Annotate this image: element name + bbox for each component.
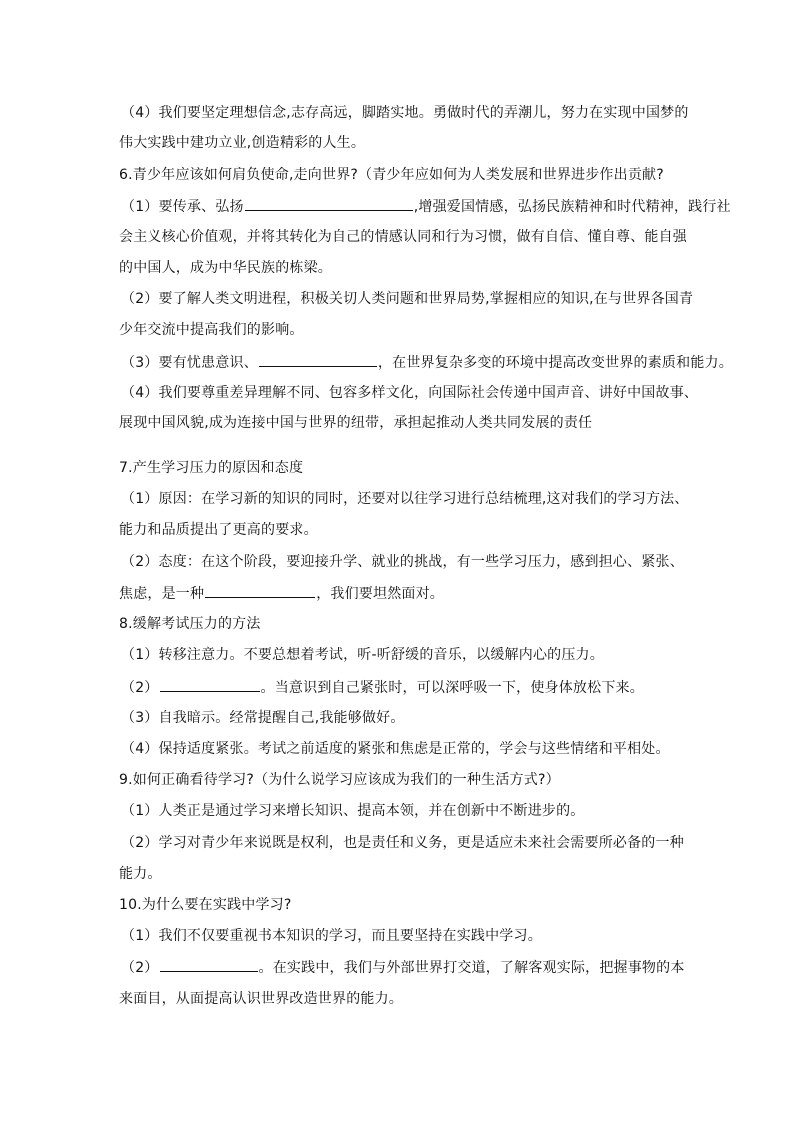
text-line	[119, 227, 689, 247]
line-text: （2）	[121, 680, 159, 696]
text-line	[119, 320, 689, 340]
line-text: 9.如何正确看待学习?（为什么说学习应该成为我们的一种生活方式?）	[119, 772, 560, 788]
line-text: （4）我们要尊重差异理解不同、包容多样文化，向国际社会传递中国声音、讲好中国故事、	[121, 385, 699, 401]
text-line	[121, 739, 691, 759]
line-text: （1）人类正是通过学习来增长知识、提高本领，并在创新中不断进步的。	[121, 803, 585, 819]
question-7-heading	[119, 458, 689, 478]
line-text: 伟大实践中建功立业,创造精彩的人生。	[119, 135, 366, 151]
text-line	[121, 196, 731, 217]
text-line	[121, 552, 691, 572]
line-text: ，我们要坦然面对。	[316, 586, 445, 602]
line-text: （2）态度：在这个阶段，要迎接升学、就业的挑战，有一些学习压力，感到担心、紧张、	[121, 554, 684, 570]
text-line	[119, 864, 689, 884]
line-text: 。在实践中，我们与外部世界打交道，了解客观实际，把握事物的本	[258, 960, 685, 976]
text-line	[121, 352, 733, 373]
text-line	[121, 801, 691, 821]
line-text: （1）要传承、弘扬	[121, 199, 244, 215]
fill-in-blank[interactable]	[160, 957, 258, 972]
line-text: （1）原因：在学习新的知识的同时，还要对以往学习进行总结梳理,这对我们的学习方法、	[121, 491, 689, 507]
question-6-heading	[119, 165, 689, 185]
line-text: ,增强爱国情感，弘扬民族精神和时代精神，践行社	[413, 199, 731, 215]
line-text: （4）我们要坚定理想信念,志存高远，脚踏实地。勇做时代的弄潮儿，努力在实现中国梦的	[121, 105, 689, 121]
line-text: （1）转移注意力。不要总想着考试，听-听舒缓的音乐，以缓解内心的压力。	[121, 647, 604, 663]
line-text: 会主义核心价值观，并将其转化为自己的情感认同和行为习惯，做有自信、懂自尊、能自强	[119, 229, 687, 245]
text-line	[119, 413, 689, 433]
fill-in-blank[interactable]	[205, 583, 315, 598]
line-text: 7.产生学习压力的原因和态度	[119, 460, 304, 476]
line-text: （3）要有忧患意识、	[121, 355, 258, 371]
text-line	[121, 957, 691, 978]
line-text: 10.为什么要在实践中学习?	[119, 897, 292, 913]
text-line	[119, 583, 689, 604]
line-text: （3）自我暗示。经常提醒自己,我能够做好。	[121, 710, 405, 726]
line-text: 6.青少年应该如何肩负使命,走向世界?（青少年应如何为人类发展和世界进步作出贡献?	[119, 167, 664, 183]
line-text: （2）	[121, 960, 159, 976]
text-line	[121, 926, 691, 946]
line-text: 少年交流中提高我们的影响。	[119, 322, 304, 338]
text-line	[119, 520, 689, 540]
line-text: 。当意识到自己紧张时，可以深呼吸一下，使身体放松下来。	[260, 680, 644, 696]
text-line	[121, 677, 691, 698]
text-line	[121, 708, 691, 728]
line-text: 8.缓解考试压力的方法	[119, 616, 261, 632]
question-10-heading	[119, 895, 689, 915]
text-line	[121, 289, 694, 309]
line-text: （1）我们不仅要重视书本知识的学习，而且要坚持在实践中学习。	[121, 928, 542, 944]
line-text: （2）学习对青少年来说既是权利，也是责任和义务，更是适应未来社会需要所必备的一种	[121, 835, 684, 851]
text-line	[119, 258, 689, 278]
fill-in-blank[interactable]	[245, 196, 413, 211]
fill-in-blank[interactable]	[259, 352, 377, 367]
fill-in-blank[interactable]	[160, 677, 260, 692]
text-line	[121, 103, 691, 123]
line-text: （2）要了解人类文明进程，积极关切人类问题和世界局势,掌握相应的知识,在与世界各国青	[121, 291, 694, 307]
text-line	[121, 489, 691, 509]
question-9-heading	[119, 770, 689, 790]
line-text: 展现中国风貌,成为连接中国与世界的纽带，承担起推动人类共同发展的责任	[119, 415, 593, 431]
text-line	[121, 383, 699, 403]
line-text: 能力和品质提出了更高的要求。	[119, 522, 318, 538]
text-line	[119, 133, 689, 153]
line-text: （4）保持适度紧张。考试之前适度的紧张和焦虑是正常的，学会与这些情绪和平相处。	[121, 741, 670, 757]
text-line	[121, 833, 691, 853]
question-8-heading	[119, 614, 689, 634]
line-text: 来面目，从面提高认识世界改造世界的能力。	[119, 991, 403, 1007]
line-text: ，在世界复杂多变的环境中提高改变世界的素质和能力。	[377, 355, 733, 371]
text-line	[121, 645, 691, 665]
line-text: 能力。	[119, 866, 162, 882]
line-text: 焦虑，是一种	[119, 586, 205, 602]
text-line	[119, 989, 689, 1009]
line-text: 的中国人，成为中华民族的栋梁。	[119, 260, 332, 276]
